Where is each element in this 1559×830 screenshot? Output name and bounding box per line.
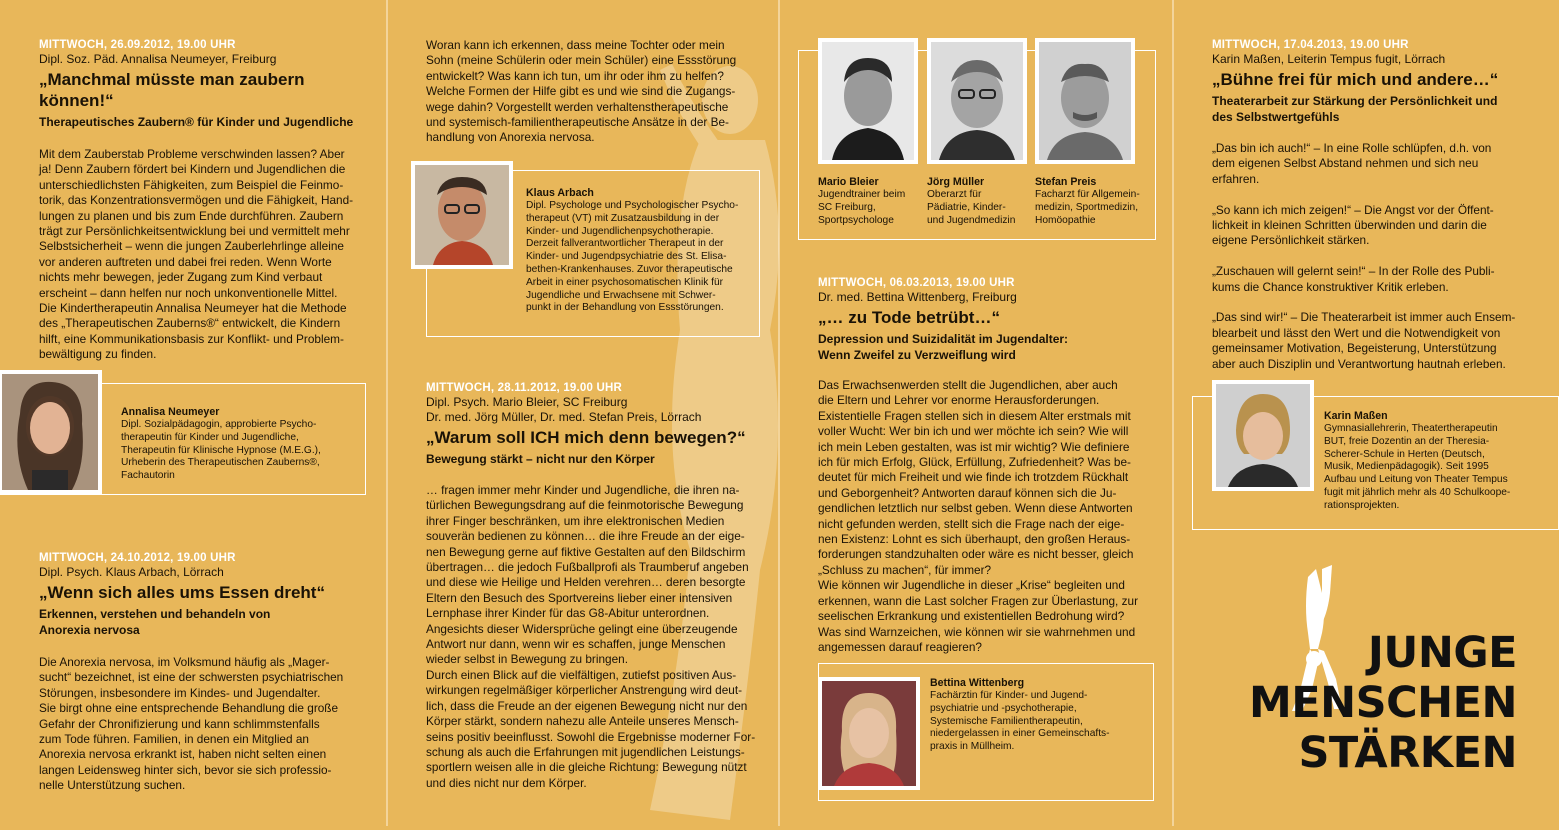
brand-line-2: MENSCHEN: [1248, 678, 1517, 728]
photo-annalisa-neumeyer: [0, 370, 102, 494]
event-5-speaker: Karin Maßen, Leiterin Tempus fugit, Lörrach: [1212, 52, 1446, 66]
fold-line-3: [1172, 0, 1174, 826]
person-2-name: Jörg Müller: [927, 176, 985, 188]
brand-line-3: STÄRKEN: [1298, 728, 1517, 778]
event-4-body: Das Erwachsenwerden stellt die Jugendlichen, aber auch die Eltern und Lehrer vor enorme Herausforderungen. Existentielle Fragen stellen sich in diesem Alter erstmals mit voller Wucht: Wer bin ich und wer möchte ich sein? Wie will ich mein Leben gestalten, was ist mir wichtig? Wie definiere ich für mich Erfolg, Glück, Erfüllung, Zufriedenheit? Was be- deutet für mich Freiheit und wie finde ich trotzdem Rückhalt und Geborgenheit? Antworten darauf können sich die Ju- gendlichen letztlich nur selbst geben. Wenn diese Antworten nicht gefunden werden, stellt sich die Frage nach der eige- nen Existenz: Lohnt es sich überhaupt, den großen Heraus- forderungen standzuhalten oder wäre es nicht besser, gleich „Schluss zu machen“, für immer? Wie können wir Jugendliche in dieser „Krise“ begleiten und erkennen, wann die Last solcher Fragen zur Überlastung, zur seelischen Erkrankung und existentiellen Bedrohung wird? Was sind Warnzeichen, wie können wir sie wahrnehmen und angemessen darauf reagieren?: [818, 378, 1139, 654]
event-2: [39, 551, 374, 794]
photo-stefan-preis: [1035, 38, 1135, 164]
event-1-subtitle: Therapeutisches Zaubern® für Kinder und Jugendliche: [39, 115, 354, 129]
event-3-subtitle: Bewegung stärkt – nicht nur den Körper: [426, 452, 655, 466]
event-4-title: „… zu Tode betrübt…“: [818, 308, 1000, 327]
card-neumeyer-bio: Dipl. Sozialpädagogin, approbierte Psycho- therapeutin für Kinder und Jugendliche, Therapeutin für Klinische Hypnose (M.E.G.), Urheberin des Therapeutischen Zauberns®, Fachautorin: [121, 419, 321, 482]
event-2-body: Die Anorexia nervosa, im Volksmund häufig als „Mager- sucht“ bezeichnet, ist eine der schwersten psychiatrischen Störungen, insbesondere im Kindes- und Jugendalter. Sie birgt ohne eine entsprechende Behandlung die große Gefahr der Chronifizierung und kann schlimmstenfalls zum Tode führen. Familien, in denen ein Mitglied an Anorexia nervosa erkrankt ist, haben nicht selten einen langen Leidensweg hinter sich, bevor sie sich professio- nelle Unterstützung suchen.: [39, 655, 344, 793]
person-3-bio: Facharzt für Allgemein- medizin, Sportmedizin, Homöopathie: [1035, 189, 1140, 226]
event-4-speaker: Dr. med. Bettina Wittenberg, Freiburg: [818, 290, 1017, 304]
person-1-name: Mario Bleier: [818, 176, 879, 188]
event-2-title: „Wenn sich alles ums Essen dreht“: [39, 583, 325, 602]
event-4-subtitle: Depression und Suizidalität im Jugendalter: Wenn Zweifel zu Verzweiflung wird: [818, 332, 1069, 362]
event-3-speakers: Dipl. Psych. Mario Bleier, SC Freiburg Dr. med. Jörg Müller, Dr. med. Stefan Preis, Lörrach: [426, 395, 702, 424]
person-2-bio: Oberarzt für Pädiatrie, Kinder- und Jugendmedizin: [927, 189, 1016, 226]
photo-karin-massen: [1212, 380, 1314, 491]
event-4: [818, 276, 1163, 655]
card-massen-bio: Gymnasiallehrerin, Theatertherapeutin BUT, freie Dozentin an der Theresia- Scherer-Schule in Herten (Deutsch, Musik, Medienpädagogik). Seit 1995 Aufbau und Leitung von Theater Tempus fugit mit jährlich mehr als 40 Schulkoope- rationsprojekten.: [1324, 423, 1511, 511]
card-neumeyer-name: Annalisa Neumeyer: [121, 406, 220, 418]
event-1-speaker: Dipl. Soz. Päd. Annalisa Neumeyer, Freiburg: [39, 52, 277, 66]
person-mario-bleier: [818, 176, 928, 227]
event-3: [426, 381, 771, 791]
fold-line-1: [386, 0, 388, 826]
event-1: [39, 38, 369, 363]
photo-joerg-mueller: [927, 38, 1027, 164]
card-massen-name: Karin Maßen: [1324, 410, 1388, 422]
card-massen-text: [1324, 410, 1549, 513]
event-5-body: „Das bin ich auch!“ – In eine Rolle schlüpfen, d.h. von dem eigenen Selbst Abstand nehmen und sich neu erfahren. „So kann ich mich zeigen!“ – Die Angst vor der Öffent- lichkeit in kleinen Schritten überwinden und darin die eigene Persönlichkeit stärken. „Zuschauen will gelernt sein!“ – In der Rolle des Publi- kums die Chance konstruktiver Kritik erleben. „Das sind wir!“ – Die Theaterarbeit ist immer auch Ensem- blearbeit und lässt den Wert und die Notwendigkeit von gemeinsamer Motivation, Begeisterung, Unterstützung aber auch Disziplin und Verantwortung hautnah erleben.: [1212, 141, 1516, 371]
event-2-subtitle: Erkennen, verstehen und behandeln von Anorexia nervosa: [39, 607, 271, 637]
card-wittenberg-text: [930, 677, 1150, 754]
photo-klaus-arbach: [411, 161, 513, 269]
event-1-body: Mit dem Zauberstab Probleme verschwinden lassen? Aber ja! Denn Zaubern fördert bei Kindern und Jugendlichen die unterschiedlichsten Fähigkeiten, zum Beispiel die Feinmo- torik, das Konzentrationsvermögen und die Fähigkeit, Hand- lungen zu planen und bis zum Ende durchführen. Zaubern trägt zur Persönlichkeitsentwicklung bei und vermittelt mehr Selbstsicherheit – wenn die jungen Zauberlehrlinge alleine vor anderen auftreten und dabei frei reden. Wenn Worte nichts mehr bewegen, jeder Zugang zum Kind verbaut erscheint – dann helfen nur noch unkonventionelle Mittel. Die Kindertherapeutin Annalisa Neumeyer hat die Methode des „Therapeutischen Zauberns®“ entwickelt, die Kindern hilft, eine Kommunikationsbasis zur Konflikt- und Problem- bewältigung zu finden.: [39, 147, 354, 362]
card-neumeyer-text: [121, 406, 361, 483]
event-5-date: MITTWOCH, 17.04.2013, 19.00 UHR: [1212, 39, 1409, 51]
event-5: [1212, 38, 1542, 372]
event-1-title: „Manchmal müsste man zaubern können!“: [39, 70, 305, 110]
card-wittenberg-name: Bettina Wittenberg: [930, 677, 1025, 689]
event-3-body: … fragen immer mehr Kinder und Jugendliche, die ihren na- türlichen Bewegungsdrang auf die feinmotorische Bewegung ihrer Finger beschränken, um ihre elektronischen Medien souverän bedienen zu können… die ihre Freude an der eige- nen Bewegung gerne auf fiktive Gestalten auf den Bildschirm übertragen… die jedoch Fußballprofi als Traumberuf angeben und diese wie Heilige und Helden verehren… deren besorgte Eltern den Besuch des Sportvereins lieber einer intensiven Lernphase ihrer Kinder für das G8-Abitur unterordnen. Angesichts dieser Widersprüche gelingt eine überzeugende Antwort nur dann, wenn wir es schaffen, junge Menschen wieder selbst in Bewegung zu bringen. Durch einen Blick auf die vielfältigen, zutiefst positiven Aus- wirkungen regelmäßiger körperlicher Anstrengung wird deut- lich, dass die Freude an der eigenen Bewegung nicht nur den Körper stärkt, sondern nahezu alle Anteile unseres Mensch- seins positiv beeinflusst. Sowohl die Ergebnisse moderner For- schung als auch die Erfahrungen mit jugendlichen Leistungs- sportlern weisen alle in die gleiche Richtung: Bewegung nützt und dies nicht nur dem Körper.: [426, 483, 756, 790]
card-arbach-text: [526, 187, 766, 315]
photo-bettina-wittenberg: [818, 677, 920, 790]
event-5-subtitle: Theaterarbeit zur Stärkung der Persönlichkeit und des Selbstwertgefühls: [1212, 94, 1498, 124]
event-5-title: „Bühne frei für mich und andere…“: [1212, 70, 1499, 89]
person-stefan-preis: [1035, 176, 1160, 227]
brand-line-1: JUNGE: [1367, 628, 1517, 678]
photo-mario-bleier: [818, 38, 918, 164]
person-1-bio: Jugendtrainer beim SC Freiburg, Sportpsychologe: [818, 189, 906, 226]
event-1-date: MITTWOCH, 26.09.2012, 19.00 UHR: [39, 39, 236, 51]
event-3-date: MITTWOCH, 28.11.2012, 19.00 UHR: [426, 382, 623, 394]
card-arbach-bio: Dipl. Psychologe und Psychologischer Psycho- therapeut (VT) mit Zusatzausbildung in der Kinder- und Jugendlichenpsychotherapie. Derzeit fallverantwortlicher Therapeut in der Kinder- und Jugendpsychiatrie des St. Elisa- bethen-Krankenhauses. Zuvor therapeutische Arbeit in einer psychosomatischen Klinik für Jugendliche und Erwachsene mit Schwer- punkt in der Behandlung von Essstörungen.: [526, 200, 739, 314]
person-3-name: Stefan Preis: [1035, 176, 1097, 188]
card-wittenberg-bio: Fachärztin für Kinder- und Jugend- psychiatrie und -psychotherapie, Systemische Familientherapeutin, niedergelassen in einer Gemeinschafts- praxis in Müllheim.: [930, 690, 1110, 753]
person-joerg-mueller: [927, 176, 1037, 227]
event-3-title: „Warum soll ICH mich denn bewegen?“: [426, 428, 746, 447]
card-arbach-name: Klaus Arbach: [526, 187, 594, 199]
event-2-continued: [426, 38, 766, 146]
event-4-date: MITTWOCH, 06.03.2013, 19.00 UHR: [818, 277, 1015, 289]
event-2-intro: Woran kann ich erkennen, dass meine Tochter oder mein Sohn (meine Schülerin oder mein Schüler) eine Essstörung entwickelt? Was kann ich tun, um ihr oder ihm zu helfen? Welche Formen der Hilfe gibt es und wie sind die Zugangs- wege dahin? Vorgestellt werden verhaltenstherapeutische und systemisch-familientherapeutische Ansätze in der Be- handlung von Anorexia nervosa.: [426, 38, 737, 145]
event-2-speaker: Dipl. Psych. Klaus Arbach, Lörrach: [39, 565, 224, 579]
event-2-date: MITTWOCH, 24.10.2012, 19.00 UHR: [39, 552, 236, 564]
brand-title: [1249, 628, 1517, 778]
